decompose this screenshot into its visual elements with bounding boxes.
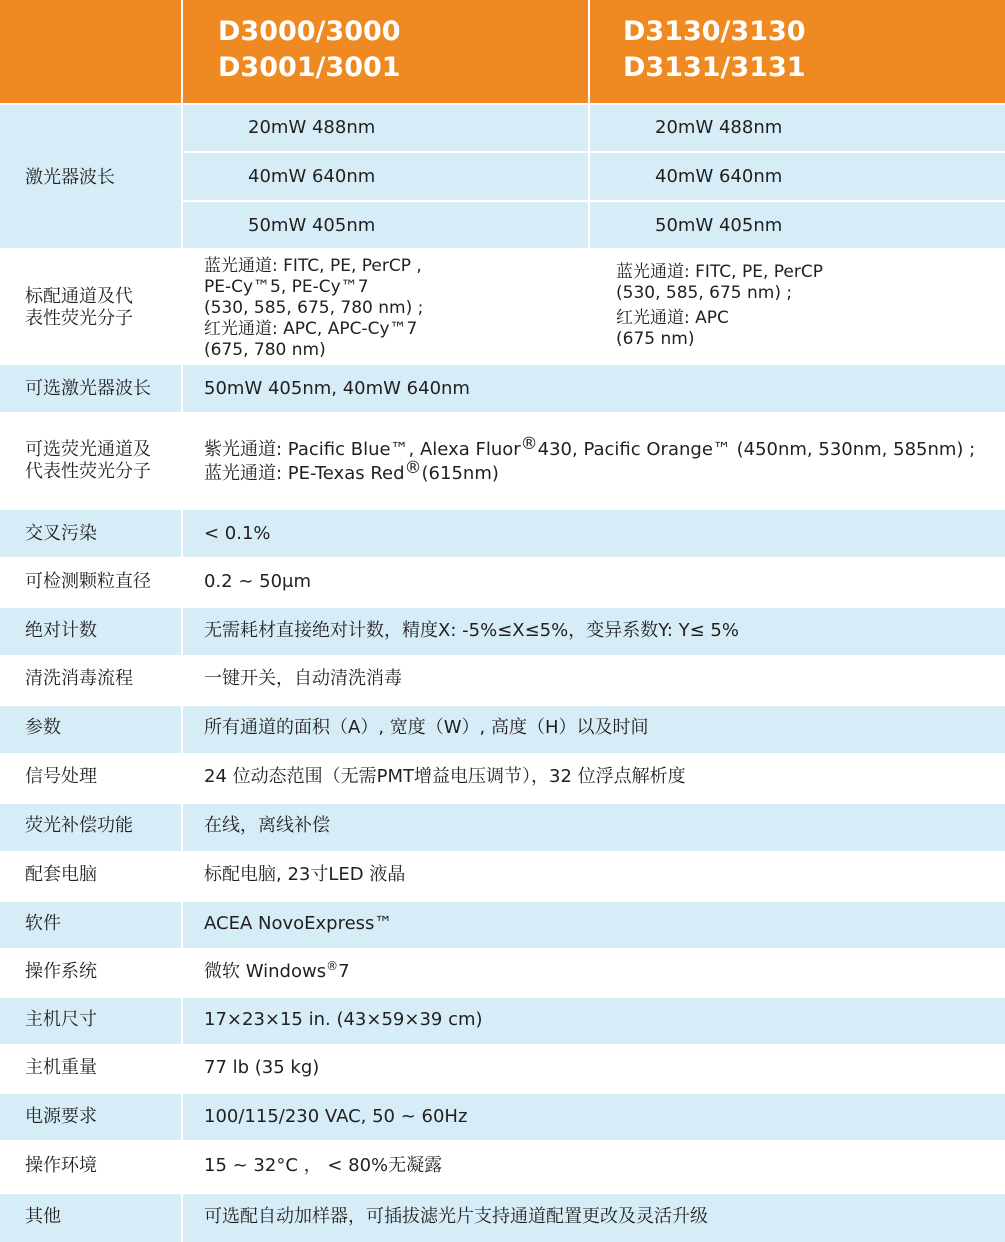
registered-mark: ® [326, 959, 339, 973]
channel-text: 蓝光通道: PE-Texas Red [204, 463, 405, 484]
channel-text: (615nm) [421, 463, 499, 484]
row-label: 软件 [25, 913, 61, 934]
table-row [0, 1140, 1005, 1192]
table-row [0, 753, 1005, 802]
divider [182, 200, 1005, 202]
row-label: 可选激光器波长 [25, 378, 151, 399]
row-label: 操作系统 [25, 961, 97, 982]
laser-value: 50mW 405nm [655, 215, 783, 236]
column-divider [181, 0, 183, 1242]
row-value: 15 ~ 32°C ， < 80%无凝露 [204, 1155, 443, 1176]
table-header [0, 0, 1005, 103]
row-value: 77 lb (35 kg) [204, 1057, 320, 1078]
table-row [0, 706, 1005, 753]
table-row [0, 948, 1005, 996]
laser-value: 20mW 488nm [655, 117, 783, 138]
channel-line: (530, 585, 675 nm) ; [616, 283, 793, 303]
channel-line: (675 nm) [616, 329, 695, 349]
row-label: 荧光补偿功能 [25, 815, 133, 836]
value-text: 微软 Windows [204, 961, 327, 982]
laser-value: 50mW 405nm [248, 215, 376, 236]
row-value: 标配电脑, 23寸LED 液晶 [204, 864, 406, 885]
row-value: 0.2 ~ 50μm [204, 571, 312, 592]
row-label-line: 代表性荧光分子 [25, 461, 151, 482]
row-label: 绝对计数 [25, 620, 97, 641]
row-value: 所有通道的面积（A）, 宽度（W）, 高度（H）以及时间 [204, 717, 649, 738]
row-label-line: 可选荧光通道及 [25, 439, 151, 460]
channel-line: 红光通道: APC, APC-Cy™7 [204, 319, 418, 339]
table-row-optional-laser [0, 365, 1005, 412]
table-row [0, 1194, 1005, 1242]
row-label: 其他 [25, 1206, 61, 1227]
row-value: ACEA NovoExpress™ [204, 913, 393, 934]
table-row [0, 851, 1005, 900]
row-value: 可选配自动加样器，可插拔滤光片支持通道配置更改及灵活升级 [204, 1206, 708, 1227]
row-value: 24 位动态范围（无需PMT增益电压调节），32 位浮点解析度 [204, 766, 686, 787]
row-label: 可检测颗粒直径 [25, 571, 151, 592]
row-label: 清洗消毒流程 [25, 668, 133, 689]
row-label: 配套电脑 [25, 864, 97, 885]
channel-line: (530, 585, 675, 780 nm) ; [204, 298, 424, 318]
laser-value: 40mW 640nm [655, 166, 783, 187]
laser-value: 20mW 488nm [248, 117, 376, 138]
table-row [0, 510, 1005, 557]
table-row [0, 1044, 1005, 1092]
table-row-optional-channels [0, 412, 1005, 508]
row-label: 操作环境 [25, 1155, 97, 1176]
laser-value: 40mW 640nm [248, 166, 376, 187]
table-row [0, 655, 1005, 704]
row-label: 交叉污染 [25, 523, 97, 544]
table-row [0, 608, 1005, 655]
table-row [0, 557, 1005, 606]
channel-text: 430, Pacific Orange™ (450nm, 530nm, 585nm) ; [537, 439, 976, 460]
column-divider [588, 0, 590, 363]
row-value: 100/115/230 VAC, 50 ~ 60Hz [204, 1106, 468, 1127]
header-empty-cell [0, 0, 182, 103]
row-value [204, 961, 350, 983]
table-row [0, 1094, 1005, 1140]
row-label: 主机尺寸 [25, 1009, 97, 1030]
table-row [0, 998, 1005, 1044]
model-name: D3131/3131 [623, 52, 806, 83]
row-value: 在线，离线补偿 [204, 815, 330, 836]
row-value: 17×23×15 in. (43×59×39 cm) [204, 1009, 483, 1030]
row-label: 激光器波长 [25, 167, 115, 188]
table-row-lasers [0, 105, 1005, 248]
channel-line [204, 458, 975, 486]
channel-line: 蓝光通道: FITC, PE, PerCP , [204, 256, 422, 276]
row-value: 一键开关，自动清洗消毒 [204, 668, 402, 689]
header-model-col2 [623, 14, 806, 86]
row-label [25, 286, 133, 330]
registered-mark: ® [520, 434, 538, 454]
channel-text: 紫光通道: Pacific Blue™, Alexa Fluor [204, 439, 521, 460]
row-value: < 0.1% [204, 523, 271, 544]
channels-col1 [204, 256, 423, 361]
divider [182, 151, 1005, 153]
header-model-col1 [218, 14, 401, 86]
row-label-line: 表性荧光分子 [25, 308, 133, 329]
row-value: 50mW 405nm, 40mW 640nm [204, 378, 470, 399]
row-label: 信号处理 [25, 766, 97, 787]
value-text: 7 [338, 961, 350, 982]
row-value: 无需耗材直接绝对计数，精度X: -5%≤X≤5%，变异系数Y: Y≤ 5% [204, 620, 739, 641]
model-name: D3130/3130 [623, 16, 806, 47]
model-name: D3000/3000 [218, 16, 401, 47]
model-name: D3001/3001 [218, 52, 401, 83]
channels-col2 [616, 262, 823, 350]
table-row [0, 902, 1005, 948]
row-label [25, 439, 151, 483]
table-row [0, 804, 1005, 851]
row-label-line: 标配通道及代 [25, 286, 133, 307]
channel-line: 蓝光通道: FITC, PE, PerCP [616, 262, 824, 282]
channel-line: PE-Cy™5, PE-Cy™7 [204, 277, 369, 297]
channel-line: (675, 780 nm) [204, 340, 326, 360]
channel-line [204, 434, 976, 462]
optional-channel-lines [204, 434, 976, 486]
row-label: 参数 [25, 717, 61, 738]
row-label: 电源要求 [25, 1106, 97, 1127]
table-row-channels [0, 250, 1005, 363]
channel-line: 红光通道: APC [616, 308, 729, 328]
row-label: 主机重量 [25, 1057, 97, 1078]
registered-mark: ® [404, 458, 422, 478]
